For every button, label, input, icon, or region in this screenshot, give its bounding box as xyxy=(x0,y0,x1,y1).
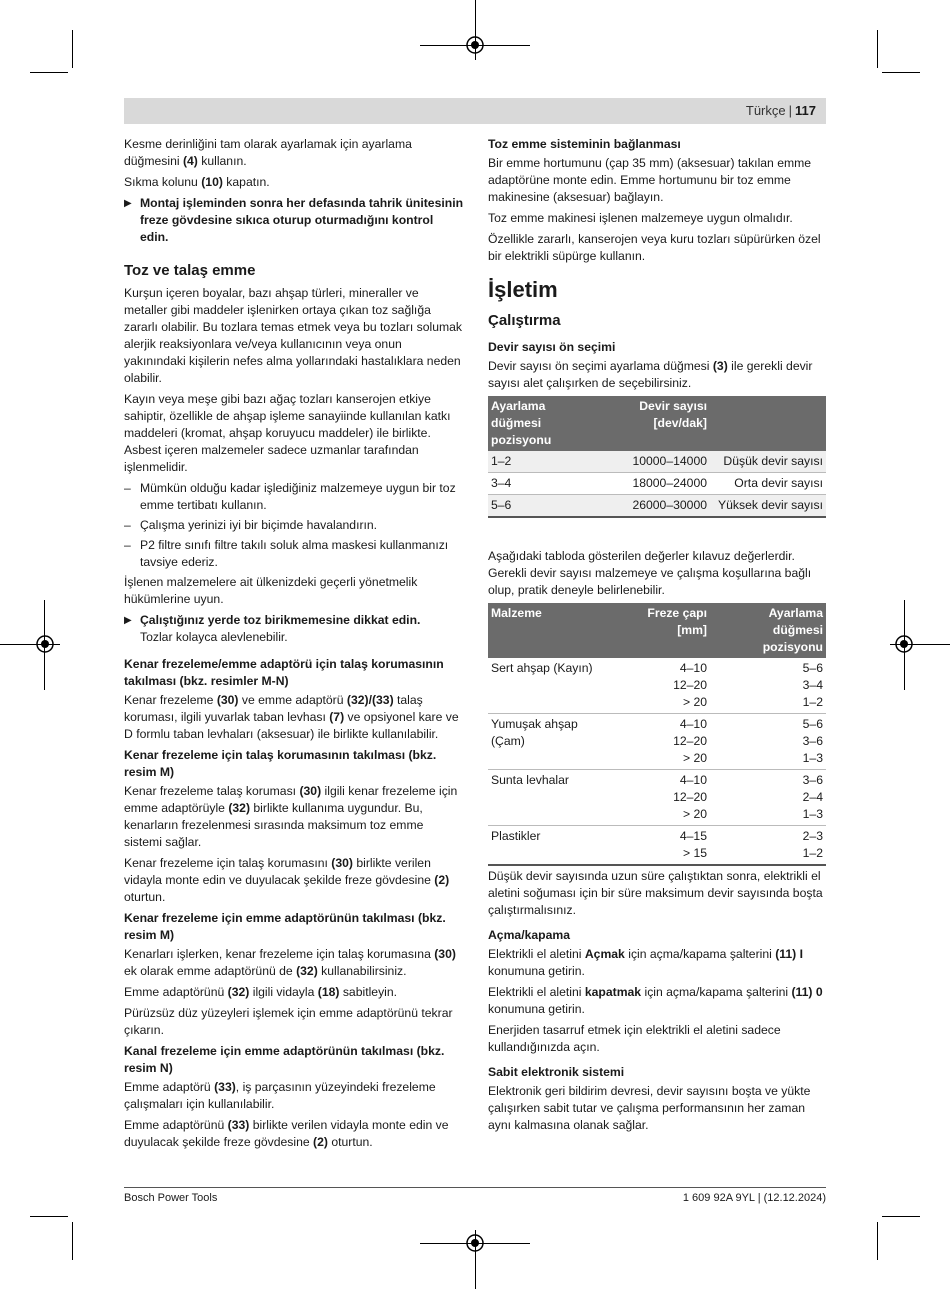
subsection-title: Kenar frezeleme/emme adaptörü için talaş korumasının takılması (bkz. resimler M-N) xyxy=(124,657,444,688)
table-row: 1–2 10000–14000 Düşük devir sayısı xyxy=(488,451,826,473)
crop-mark xyxy=(882,72,920,73)
paragraph: Özellikle zararlı, kanserojen veya kuru tozları süpürürken özel bir elektrikli süpürge kullanın. xyxy=(488,232,821,263)
crop-mark xyxy=(877,30,878,68)
subsection-title: Devir sayısı ön seçimi xyxy=(488,340,616,354)
crop-mark xyxy=(30,1216,68,1217)
paragraph: Bir emme hortumunu (çap 35 mm) (aksesuar) takılan emme adaptörüne monte edin. Emme hortumunu bir toz emme makinesine (aksesuar) bağlayın. xyxy=(488,156,812,204)
paragraph: Elektrikli el aletini kapatmak için açma/kapama şalterini (11) 0 konumuna getirin. xyxy=(488,985,823,1016)
triangle-bullet-icon: ▶ xyxy=(124,198,132,209)
paragraph: Pürüzsüz düz yüzeyleri işlemek için emme adaptörünü tekrar çıkarın. xyxy=(124,1006,453,1037)
paragraph: Kesme derinliğini tam olarak ayarlamak için ayarlama düğmesini (4) kullanın. xyxy=(124,137,412,168)
paragraph: Sıkma kolunu (10) kapatın. xyxy=(124,175,270,189)
paragraph: Kurşun içeren boyalar, bazı ahşap türleri, mineraller ve metaller gibi maddeler işlenirken ortaya çıkan toz sağlığa zararlı olabilir. Bu tozlara temas etmek veya bu tozları solumak alerjik reaksiyonlara ve/veya kullanıcının veya onun yakınındaki kişilerin nefes alma yollarındaki hastalıklara neden olabilir. xyxy=(124,286,463,385)
table-header xyxy=(710,396,826,451)
table-header: Ayarlama düğmesi pozisyonu xyxy=(710,603,826,658)
crop-mark xyxy=(30,72,68,73)
table-row: 3–4 18000–24000 Orta devir sayısı xyxy=(488,473,826,495)
left-column xyxy=(124,136,464,1155)
paragraph: Devir sayısı ön seçimi ayarlama düğmesi (3) ile gerekli devir sayısı alet çalışırken de seçebilirsiniz. xyxy=(488,359,813,390)
page-header xyxy=(124,98,826,124)
warning-item: ▶ Montaj işleminden sonra her defasında tahrik ünitesinin freze gövdesine sıkıca oturup oturmadığını kontrol edin. xyxy=(124,196,464,244)
right-column xyxy=(488,136,826,1138)
table-row: Yumuşak ahşap (Çam) 4–10 12–20 > 20 5–6 3–6 1–3 xyxy=(488,714,826,770)
table-header: Ayarlama düğmesi pozisyonu xyxy=(488,396,586,451)
paragraph: Emme adaptörünü (33) birlikte verilen vidayla monte edin ve duyulacak şekilde freze gövdesine (2) oturtun. xyxy=(124,1118,449,1149)
subsection-title: Toz emme sisteminin bağlanması xyxy=(488,137,681,151)
paragraph: Kenar frezeleme talaş koruması (30) ilgili kenar frezeleme için emme adaptörüyle (32) birlikte kullanıma uygundur. Bu, kenarların frezelenmesi sırasında maksimum toz emme sistemi sağlar. xyxy=(124,784,458,849)
table-header: Devir sayısı [dev/dak] xyxy=(586,396,710,451)
paragraph: Düşük devir sayısında uzun süre çalıştıktan sonra, elektrikli el aletini soğuması için bir süre maksimum devir sayısında boşta çalıştırmalısınız. xyxy=(488,869,823,917)
paragraph: Elektrikli el aletini Açmak için açma/kapama şalterini (11) I konumuna getirin. xyxy=(488,947,803,978)
paragraph: Toz emme makinesi işlenen malzemeye uygun olmalıdır. xyxy=(488,211,793,225)
header-language: Türkçe xyxy=(745,103,786,118)
table-row: Plastikler 4–15 > 15 2–3 1–2 xyxy=(488,826,826,866)
material-table xyxy=(488,603,826,866)
chapter-title: İşletim xyxy=(488,277,558,302)
crop-mark xyxy=(882,1216,920,1217)
table-row: 5–6 26000–30000 Yüksek devir sayısı xyxy=(488,495,826,518)
registration-mark-icon xyxy=(34,633,56,655)
dash-list-item: – Çalışma yerinizi iyi bir biçimde havalandırın. xyxy=(124,518,378,532)
crop-mark xyxy=(877,1222,878,1260)
footer-rule xyxy=(124,1187,826,1188)
table-header: Freze çapı [mm] xyxy=(614,603,710,658)
paragraph: İşlenen malzemelere ait ülkenizdeki geçerli yönetmelik hükümlerine uyun. xyxy=(124,575,418,606)
crop-mark xyxy=(72,1222,73,1260)
paragraph: Kenar frezeleme (30) ve emme adaptörü (32)/(33) talaş koruması, ilgili yuvarlak taban levhası (7) ve opsiyonel kare ve D formlu taban levhaları (aksesuar) ile birlikte kullanılabilir. xyxy=(124,693,459,741)
triangle-bullet-icon: ▶ xyxy=(124,615,132,626)
header-separator: | xyxy=(788,103,793,118)
speed-table xyxy=(488,396,826,518)
table-row: Sunta levhalar 4–10 12–20 > 20 3–6 2–4 1–3 xyxy=(488,770,826,826)
registration-mark-icon xyxy=(464,34,486,56)
paragraph: Kenar frezeleme için talaş korumasını (30) birlikte verilen vidayla monte edin ve duyulacak şekilde freze gövdesine (2) oturtun. xyxy=(124,856,450,904)
paragraph: Emme adaptörü (33), iş parçasının yüzeyindeki frezeleme çalışmaları için kullanılabilir. xyxy=(124,1080,436,1111)
section-title: Toz ve talaş emme xyxy=(124,262,256,279)
footer-doc-code: 1 609 92A 9YL | (12.12.2024) xyxy=(682,1192,826,1204)
paragraph: Kayın veya meşe gibi bazı ağaç tozları kanserojen etkiye sahiptir, özellikle de ahşap işleme sanayiinde kullanılan katkı maddeleri (kromat, ahşap koruyucu maddeler) ile birlikte. Asbest içeren malzemeler sadece uzmanlar tarafından işlenmelidir. xyxy=(124,392,451,474)
paragraph: Aşağıdaki tabloda gösterilen değerler kılavuz değerlerdir. Gerekli devir sayısı malzemeye ve çalışma koşullarına bağlı olup, pratik deneyle belirlenebilir. xyxy=(488,549,812,597)
table-header: Malzeme xyxy=(488,603,614,658)
dash-list-item: – Mümkün olduğu kadar işlediğiniz malzemeye uygun bir toz emme tertibatı kullanın. xyxy=(124,481,456,512)
paragraph: Enerjiden tasarruf etmek için elektrikli el aletini sadece kullandığınızda açın. xyxy=(488,1023,781,1054)
subsection-title: Kenar frezeleme için emme adaptörünün takılması (bkz. resim M) xyxy=(124,911,446,942)
registration-mark-icon xyxy=(893,633,915,655)
subsection-title: Kanal frezeleme için emme adaptörünün takılması (bkz. resim N) xyxy=(124,1044,445,1075)
paragraph: Emme adaptörünü (32) ilgili vidayla (18) sabitleyin. xyxy=(124,985,398,999)
footer-brand: Bosch Power Tools xyxy=(124,1192,218,1204)
paragraph: Kenarları işlerken, kenar frezeleme için talaş korumasına (30) ek olarak emme adaptörünü de (32) kullanabilirsiniz. xyxy=(124,947,456,978)
crop-mark xyxy=(72,30,73,68)
subsection-title: Kenar frezeleme için talaş korumasının takılması (bkz. resim M) xyxy=(124,748,437,779)
registration-mark-icon xyxy=(464,1232,486,1254)
page-number: 117 xyxy=(795,103,816,118)
paragraph: Elektronik geri bildirim devresi, devir sayısını boşta ve yükte çalışırken sabit tutar ve çalışma performansının her zaman aynı kalmasına olanak sağlar. xyxy=(488,1084,811,1132)
warning-item: ▶ Çalıştığınız yerde toz birikmemesine dikkat edin. Tozlar kolayca alevlenebilir. xyxy=(124,613,421,644)
subsection-title: Açma/kapama xyxy=(488,928,570,942)
subsection-title: Sabit elektronik sistemi xyxy=(488,1065,625,1079)
dash-list-item: – P2 filtre sınıfı filtre takılı soluk alma maskesi kullanmanızı tavsiye ederiz. xyxy=(124,538,449,569)
section-title: Çalıştırma xyxy=(488,312,561,329)
table-row: Sert ahşap (Kayın) 4–10 12–20 > 20 5–6 3–4 1–2 xyxy=(488,658,826,714)
